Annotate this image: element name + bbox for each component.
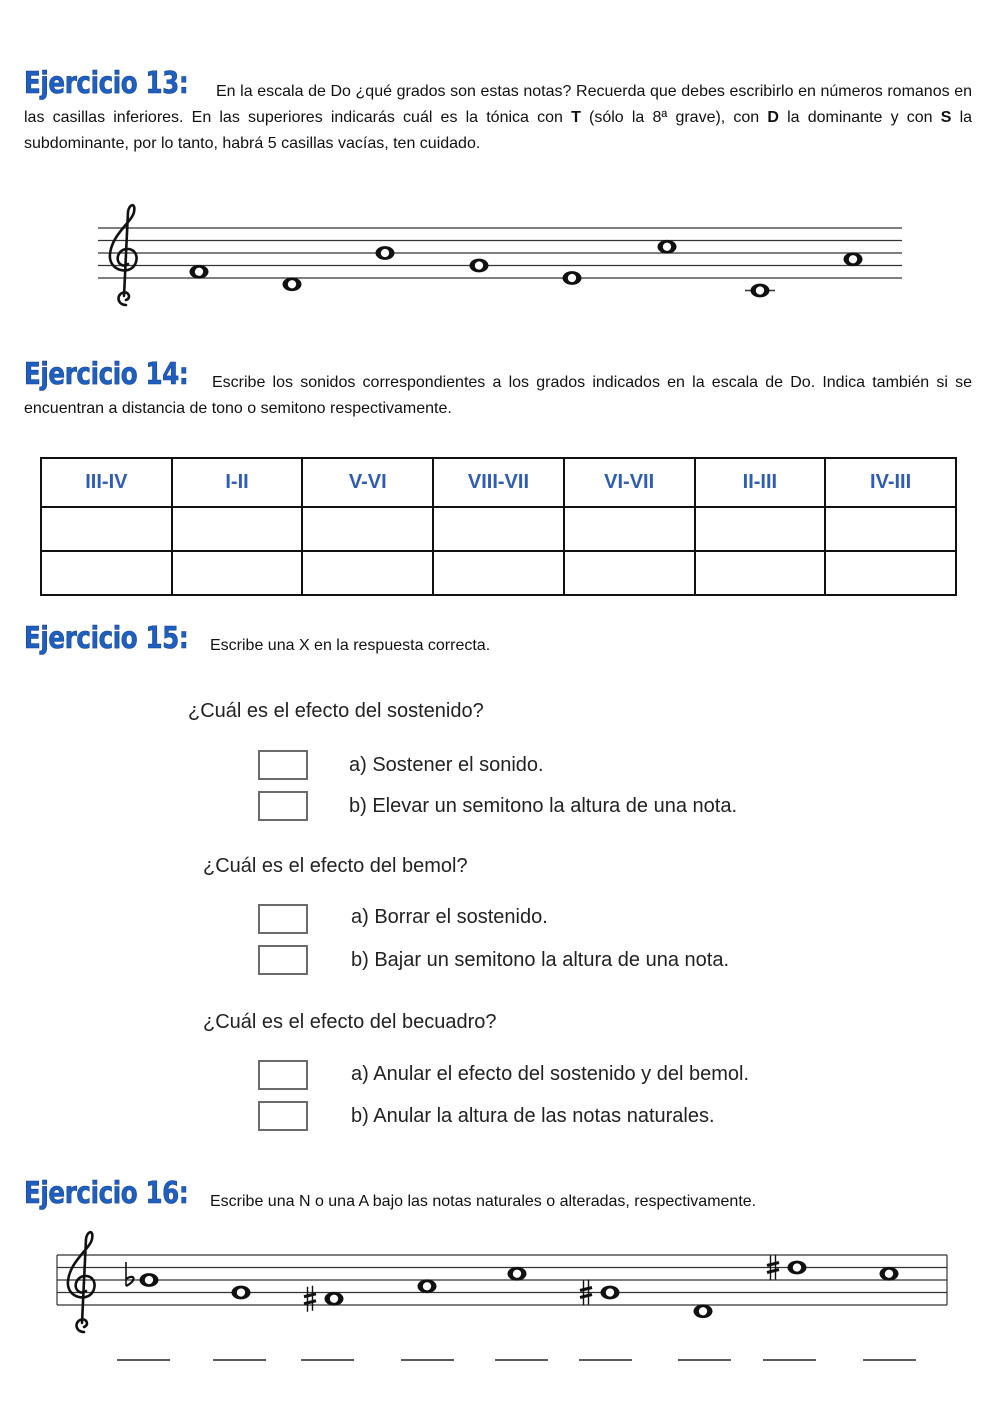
table-cell (172, 551, 303, 595)
question-natural: ¿Cuál es el efecto del becuadro? (203, 1011, 497, 1033)
answer-checkbox-sharp-a[interactable] (258, 750, 308, 780)
note (694, 1304, 713, 1318)
flat-icon (126, 1262, 134, 1286)
answer-checkbox-flat-b[interactable] (258, 945, 308, 975)
ex13-heading: Ejercicio 13: (24, 66, 189, 101)
option-sharp-a: a) Sostener el sonido. (349, 754, 544, 776)
note (418, 1279, 437, 1293)
table-cell (564, 551, 695, 595)
sound-input[interactable] (566, 509, 693, 549)
ex13-d-text: la dominante y con (787, 109, 933, 126)
ex15-instructions: Escribe una X en la respuesta correcta. (210, 637, 491, 654)
ex16-notes (126, 1255, 899, 1319)
distance-row (41, 551, 956, 595)
sharp-icon (304, 1286, 316, 1312)
ex13-staff-lines (98, 228, 902, 278)
ex13-staff (0, 0, 1000, 340)
sound-input[interactable] (697, 509, 824, 549)
grade-col-header: VIII-VII (433, 458, 564, 507)
note (126, 1262, 159, 1287)
grade-col-header: V-VI (302, 458, 433, 507)
sound-input[interactable] (43, 509, 170, 549)
distance-input[interactable] (827, 553, 954, 593)
treble-clef-icon (68, 1232, 95, 1332)
note (745, 284, 775, 298)
grade-col-header: VI-VII (564, 458, 695, 507)
table-cell (695, 551, 826, 595)
table-cell (695, 507, 826, 551)
ex16-heading: Ejercicio 16: (24, 1176, 189, 1211)
ex14-heading: Ejercicio 14: (24, 357, 189, 392)
sounds-row (41, 507, 956, 551)
answer-checkbox-flat-a[interactable] (258, 904, 308, 934)
option-natural-a: a) Anular el efecto del sostenido y del bemol. (351, 1063, 750, 1085)
grade-col-header: IV-III (825, 458, 956, 507)
option-sharp-b: b) Elevar un semitono la altura de una nota. (349, 795, 738, 817)
table-cell (302, 551, 433, 595)
distance-input[interactable] (174, 553, 301, 593)
answer-checkbox-sharp-b[interactable] (258, 791, 308, 821)
question-sharp: ¿Cuál es el efecto del sostenido? (188, 700, 484, 722)
ex13-s-letter: S (940, 109, 952, 126)
table-cell (433, 507, 564, 551)
table-cell (564, 507, 695, 551)
ex13-d-letter: D (767, 109, 779, 126)
note (232, 1286, 251, 1300)
ex16-staff-lines (57, 1255, 947, 1305)
table-cell (433, 551, 564, 595)
table-cell (172, 507, 303, 551)
ex13-t-letter: T (571, 109, 581, 126)
note (190, 265, 209, 279)
ex13-notes (190, 240, 863, 297)
sound-input[interactable] (304, 509, 431, 549)
grades-header-row (41, 458, 956, 507)
note (880, 1267, 899, 1281)
note (844, 252, 863, 266)
ex13-s-text: la subdominante, por lo tanto, habrá 5 casillas vacías, ten cuidado. (24, 109, 973, 152)
ex16-staff (0, 1230, 1000, 1380)
answer-checkbox-natural-b[interactable] (258, 1101, 308, 1131)
ex13-intro: En la escala de Do ¿qué grados son estas notas? Recuerda que debes escribirlo en números romanos en las casillas inferiores. En las superiores indicarás cuál es la tónica con (24, 83, 972, 126)
ex13-t-text: (sólo la 8ª grave), con (589, 109, 760, 126)
ex16-instructions: Escribe una N o una A bajo las notas naturales o alteradas, respectivamente. (210, 1193, 757, 1210)
ex15-heading: Ejercicio 15: (24, 621, 189, 656)
distance-input[interactable] (304, 553, 431, 593)
table-cell (302, 507, 433, 551)
distance-input[interactable] (435, 553, 562, 593)
note (470, 259, 489, 273)
note (376, 246, 395, 260)
grade-col-header: III-IV (41, 458, 172, 507)
grade-col-header: II-III (695, 458, 826, 507)
note (658, 240, 677, 254)
answer-checkbox-natural-a[interactable] (258, 1060, 308, 1090)
note (304, 1286, 344, 1312)
grades-table (40, 457, 957, 596)
ex14-instructions: Escribe los sonidos correspondientes a los grados indicados en la escala de Do. Indica también si se encuentran a distancia de tono o semitono respectivamente. (24, 374, 972, 417)
table-cell (825, 551, 956, 595)
distance-input[interactable] (566, 553, 693, 593)
option-natural-b: b) Anular la altura de las notas naturales. (351, 1105, 715, 1127)
option-flat-a: a) Borrar el sostenido. (351, 906, 548, 928)
sound-input[interactable] (435, 509, 562, 549)
table-cell (41, 507, 172, 551)
table-cell (825, 507, 956, 551)
distance-input[interactable] (43, 553, 170, 593)
note (283, 277, 302, 291)
sound-input[interactable] (827, 509, 954, 549)
grade-col-header: I-II (172, 458, 303, 507)
distance-input[interactable] (697, 553, 824, 593)
table-cell (41, 551, 172, 595)
note (508, 1267, 527, 1281)
question-flat: ¿Cuál es el efecto del bemol? (203, 855, 468, 877)
sound-input[interactable] (174, 509, 301, 549)
note (563, 271, 582, 285)
treble-clef-icon (110, 205, 137, 305)
option-flat-b: b) Bajar un semitono la altura de una nota. (351, 949, 730, 971)
